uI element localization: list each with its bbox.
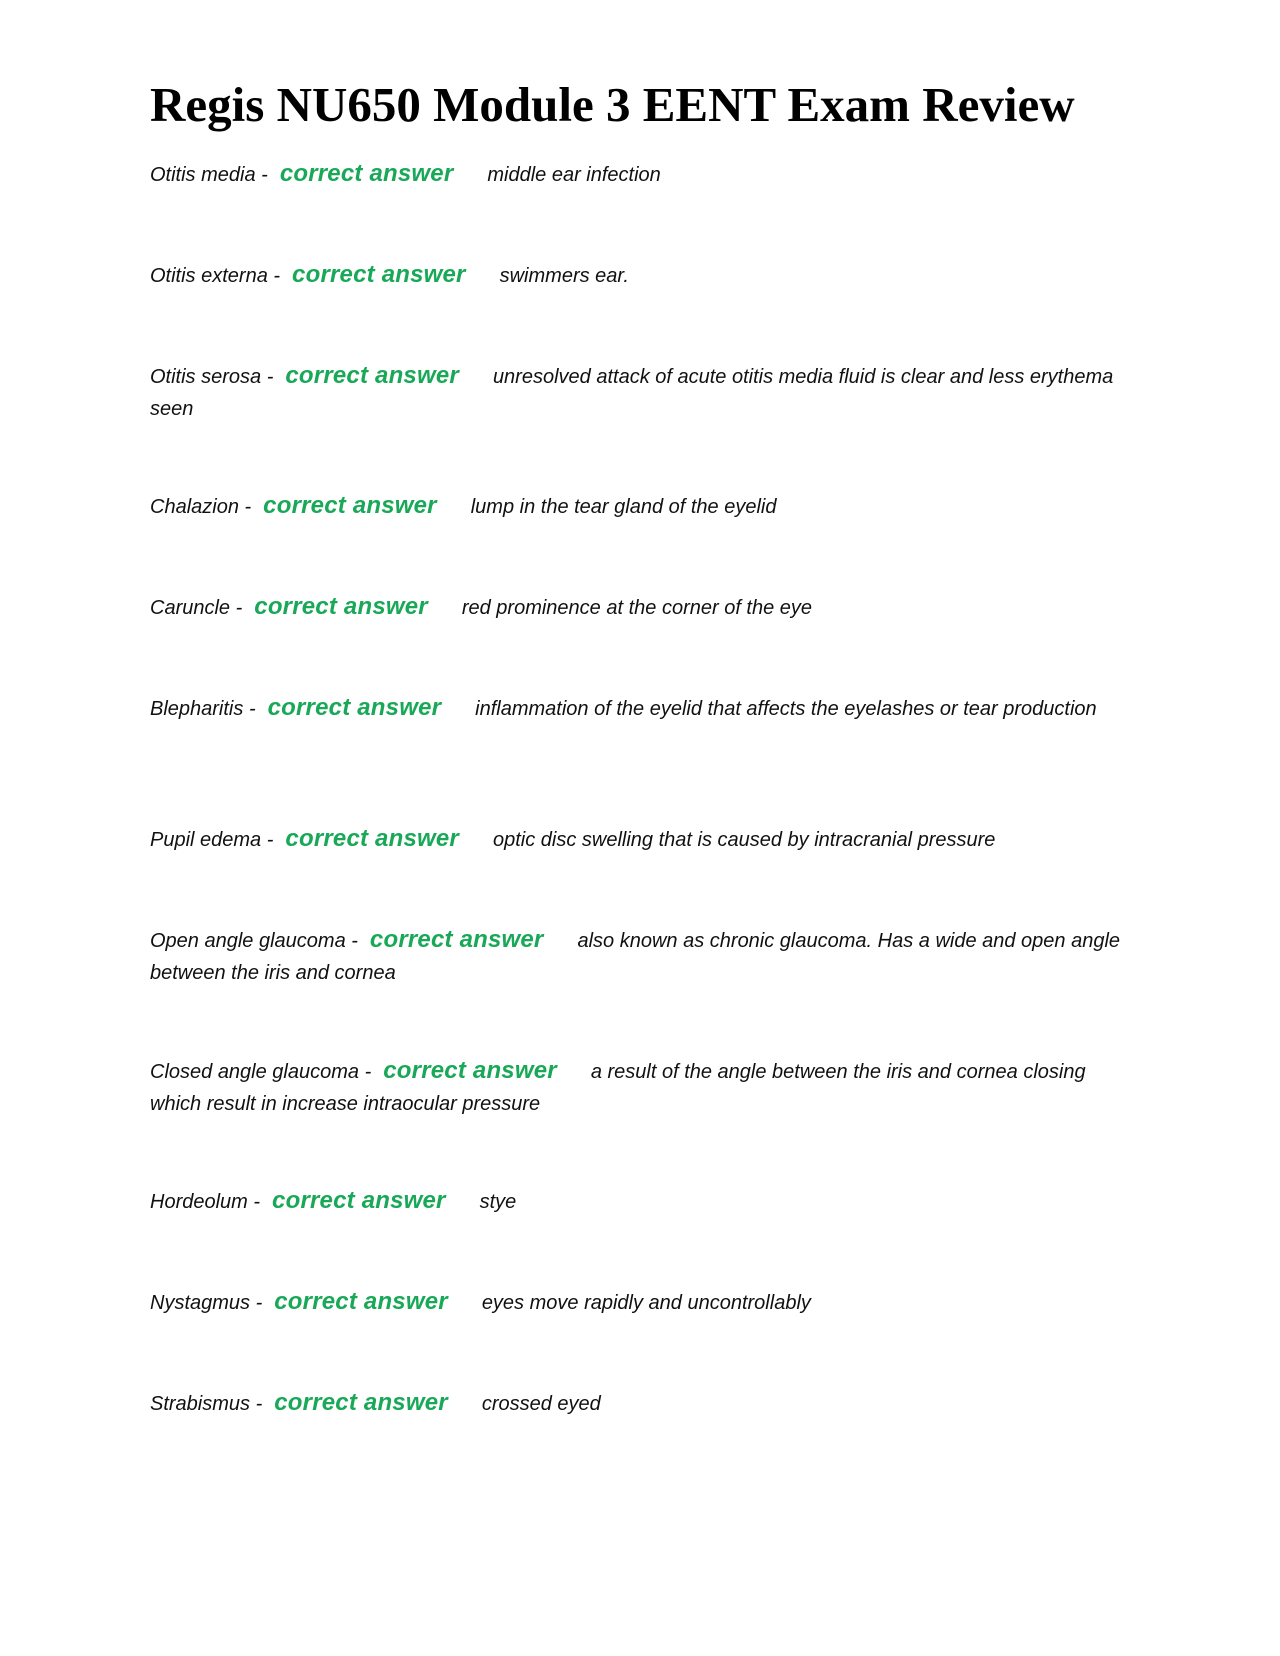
qa-item	[150, 360, 1135, 425]
qa-definition: eyes move rapidly and uncontrollably	[481, 1292, 811, 1314]
qa-separator: -	[261, 829, 274, 851]
correct-answer-label: correct answer	[292, 261, 466, 288]
qa-separator: -	[345, 930, 358, 952]
qa-item	[150, 1286, 1135, 1319]
qa-definition: optic disc swelling that is caused by intracranial pressure	[492, 829, 996, 851]
correct-answer-label: correct answer	[267, 694, 442, 721]
document-title: Regis NU650 Module 3 EENT Exam Review	[150, 77, 1075, 132]
correct-answer-label: correct answer	[254, 593, 428, 620]
qa-item	[150, 158, 1135, 191]
qa-term: Caruncle	[150, 597, 231, 619]
qa-item	[150, 1387, 1135, 1420]
qa-term: Nystagmus	[150, 1292, 251, 1314]
qa-definition: red prominence at the corner of the eye	[461, 597, 813, 619]
qa-separator: -	[238, 496, 252, 518]
qa-definition: swimmers ear.	[499, 265, 629, 287]
correct-answer-label: correct answer	[272, 1187, 446, 1214]
qa-term: Blepharitis	[150, 698, 244, 720]
qa-separator: -	[267, 265, 281, 287]
qa-separator: -	[250, 1292, 263, 1314]
qa-item	[150, 823, 1135, 856]
correct-answer-label: correct answer	[285, 362, 459, 389]
correct-answer-label: correct answer	[274, 1389, 448, 1416]
correct-answer-label: correct answer	[274, 1288, 448, 1315]
qa-term: Otitis media	[150, 164, 256, 186]
qa-separator: -	[250, 1393, 263, 1415]
correct-answer-label: correct answer	[285, 825, 459, 852]
qa-separator: -	[230, 597, 243, 619]
qa-term: Pupil edema	[150, 829, 262, 851]
qa-term: Open angle glaucoma	[150, 930, 346, 952]
qa-item	[150, 1185, 1135, 1218]
qa-item	[150, 692, 1135, 725]
qa-item	[150, 591, 1135, 624]
qa-definition: stye	[479, 1191, 517, 1213]
correct-answer-label: correct answer	[279, 160, 454, 187]
qa-term: Otitis serosa	[150, 366, 262, 388]
qa-term: Chalazion	[150, 496, 239, 518]
qa-definition: lump in the tear gland of the eyelid	[470, 496, 777, 518]
correct-answer-label: correct answer	[369, 926, 544, 953]
correct-answer-label: correct answer	[383, 1057, 557, 1084]
qa-separator: -	[359, 1061, 372, 1083]
correct-answer-label: correct answer	[263, 492, 437, 519]
qa-definition: also known as chronic glaucoma. Has a wide and open angle between the iris and cornea	[150, 930, 1121, 984]
qa-definition: middle ear infection	[487, 164, 661, 186]
qa-definition: inflammation of the eyelid that affects the eyelashes or tear production	[475, 698, 1097, 720]
qa-term: Strabismus	[150, 1393, 251, 1415]
qa-separator: -	[261, 366, 274, 388]
qa-separator: -	[255, 164, 268, 186]
qa-separator: -	[243, 698, 256, 720]
qa-definition: crossed eyed	[481, 1393, 601, 1415]
qa-item	[150, 259, 1135, 292]
qa-definition: unresolved attack of acute otitis media fluid is clear and less erythema seen	[150, 366, 1114, 420]
qa-definition: a result of the angle between the iris and cornea closing which result in increase intraocular pressure	[150, 1061, 1086, 1115]
qa-item	[150, 1055, 1135, 1120]
qa-term: Otitis externa	[150, 265, 268, 287]
qa-term: Closed angle glaucoma	[150, 1061, 360, 1083]
qa-separator: -	[247, 1191, 261, 1213]
qa-item	[150, 924, 1135, 989]
qa-term: Hordeolum	[150, 1191, 248, 1213]
qa-item	[150, 490, 1135, 523]
